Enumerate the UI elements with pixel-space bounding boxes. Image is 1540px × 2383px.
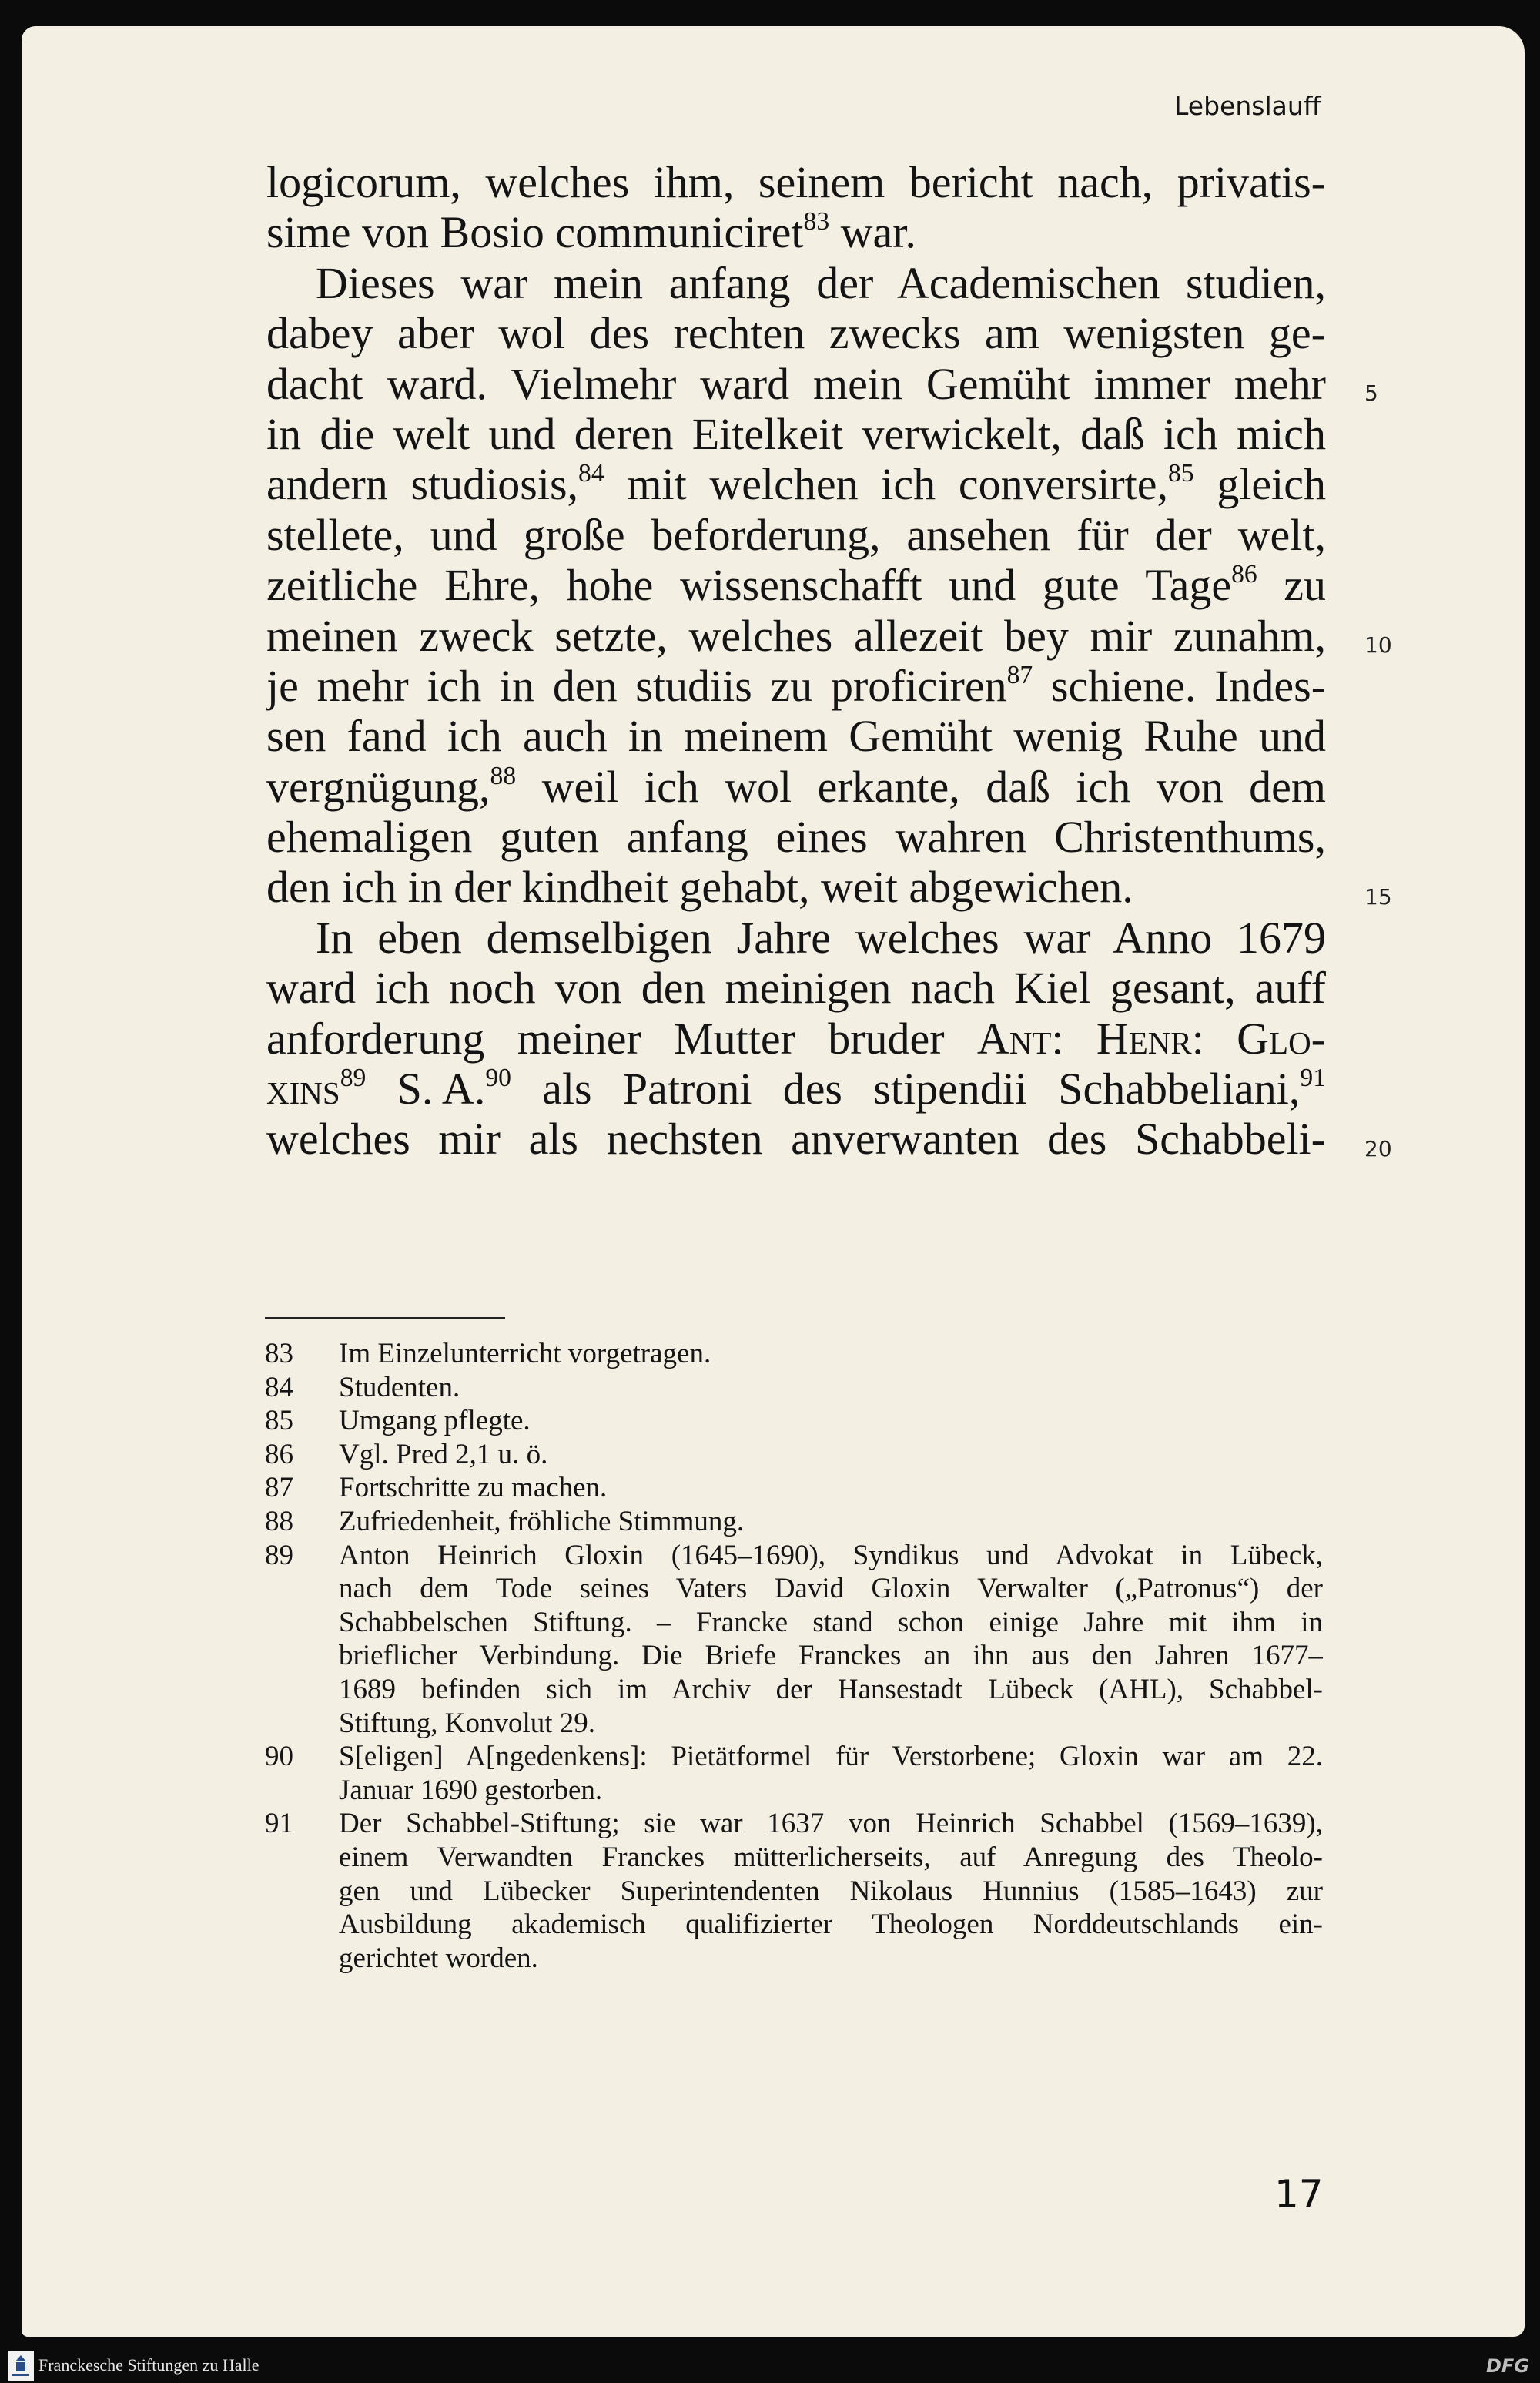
footnote-ref: 84 [578, 459, 604, 488]
page-number: 17 [1274, 2172, 1324, 2217]
running-header: Lebenslauff [1174, 91, 1321, 121]
text-line: je mehr ich in den studiis zu proficiren$^{87}$ schiene. Indes- [266, 660, 1326, 711]
text-line: dabey aber wol des rechten zwecks am wenigsten ge- [266, 308, 1326, 359]
footnote-ref: 89 [340, 1064, 367, 1093]
text-line: anforderung meiner Mutter bruder Ant: Henr: Glo- [266, 1013, 1326, 1064]
text-line: andern studiosis,$^{84}$ mit welchen ich conversirte,$^{85}$ gleich [266, 459, 1326, 510]
footnotes [265, 1337, 1323, 1975]
text-line: in die welt und deren Eitelkeit verwickelt, daß ich mich [266, 408, 1326, 459]
text-line: xins$^{89}$ S. A.$^{90}$ als Patroni des stipendii Schabbeliani,$^{91}$ [266, 1064, 1326, 1114]
footnote-ref: 91 [1300, 1064, 1326, 1093]
footnote: 91 Der Schabbel-Stiftung; sie war 1637 von Heinrich Schabbel (1569–1639), einem Verwandten Franckes mütterlicherseits, auf Anregung des Theolo- gen und Lübecker Superintendenten Nikolaus Hunnius (1585–1643) zur Ausbildung akademisch qualifizierter Theologen Norddeutschlands ein- gerichtet worden. [265, 1808, 1323, 1974]
text-line: sen fand ich auch in meinem Gemüht wenig Ruhe und [266, 711, 1326, 762]
text-line: Dieses war mein anfang der Academischen studien, [316, 257, 1326, 308]
library-logo-icon [8, 2351, 34, 2381]
footnote-ref: 86 [1231, 560, 1257, 589]
footnote-ref: 88 [490, 761, 517, 790]
text-line: In eben demselbigen Jahre welches war Anno 1679 [316, 912, 1326, 963]
footnote: 87 Fortschritte zu machen. [265, 1472, 608, 1504]
footnote-ref: 83 [803, 207, 830, 236]
dfg-logo: DFG [1486, 2355, 1530, 2377]
footnote-ref: 85 [1168, 459, 1194, 488]
footnote: 88 Zufriedenheit, fröhliche Stimmung. [265, 1505, 745, 1537]
footnote-ref: 87 [1006, 661, 1033, 690]
text-line: meinen zweck setzte, welches allezeit bey mir zunahm, [266, 610, 1326, 661]
line-number: 15 [1364, 884, 1392, 910]
line-number: 20 [1364, 1136, 1392, 1161]
text-line: welches mir als nechsten anverwanten des Schabbeli- [266, 1114, 1326, 1165]
text-line: sime von Bosio communiciret$^{83}$ war. [266, 207, 916, 258]
text-line: dacht ward. Vielmehr ward mein Gemüht immer mehr [266, 358, 1326, 409]
text-line: vergnügung,$^{88}$ weil ich wol erkante, daß ich von dem [266, 761, 1326, 812]
footnote: 83 Im Einzelunterricht vorgetragen. [265, 1338, 711, 1369]
footnote: 85 Umgang pflegte. [265, 1405, 531, 1437]
line-number: 5 [1364, 380, 1378, 406]
footnote-ref: 90 [485, 1064, 511, 1093]
text-line: ward ich noch von den meinigen nach Kiel gesant, auff [266, 963, 1326, 1014]
footnote-separator [265, 1317, 505, 1319]
text-line: ehemaligen guten anfang eines wahren Christenthums, [266, 812, 1326, 863]
footnote: 90 S[eligen] A[ngedenkens]: Pietätformel für Verstorbene; Gloxin war am 22. Januar 1690 gestorben. [265, 1741, 1323, 1806]
main-text [266, 157, 1326, 1165]
footnote: 84 Studenten. [265, 1371, 460, 1403]
text-line: logicorum, welches ihm, seinem bericht nach, privatis- [266, 157, 1326, 207]
footnote: 89 Anton Heinrich Gloxin (1645–1690), Syndikus und Advokat in Lübeck, nach dem Tode seines Vaters David Gloxin Verwalter („Patronus“) der Schabbelschen Stiftung. – Francke stand schon einige Jahre mit ihm in brieflicher Verbindung. Die Briefe Franckes an ihn aus den Jahren 1677– 1689 befinden sich im Archiv der Hansestadt Lübeck (AHL), Schabbel- Stiftung, Konvolut 29. [265, 1539, 1323, 1739]
footnote: 86 Vgl. Pred 2,1 u. ö. [265, 1438, 548, 1470]
text-line: den ich in der kindheit gehabt, weit abgewichen. [266, 862, 1133, 913]
text-line: zeitliche Ehre, hohe wissenschafft und gute Tage$^{86}$ zu [266, 560, 1326, 611]
line-number: 10 [1364, 632, 1392, 658]
library-credit: Franckesche Stiftungen zu Halle [38, 2355, 259, 2375]
text-line: stellete, und große beforderung, ansehen für der welt, [266, 509, 1326, 560]
